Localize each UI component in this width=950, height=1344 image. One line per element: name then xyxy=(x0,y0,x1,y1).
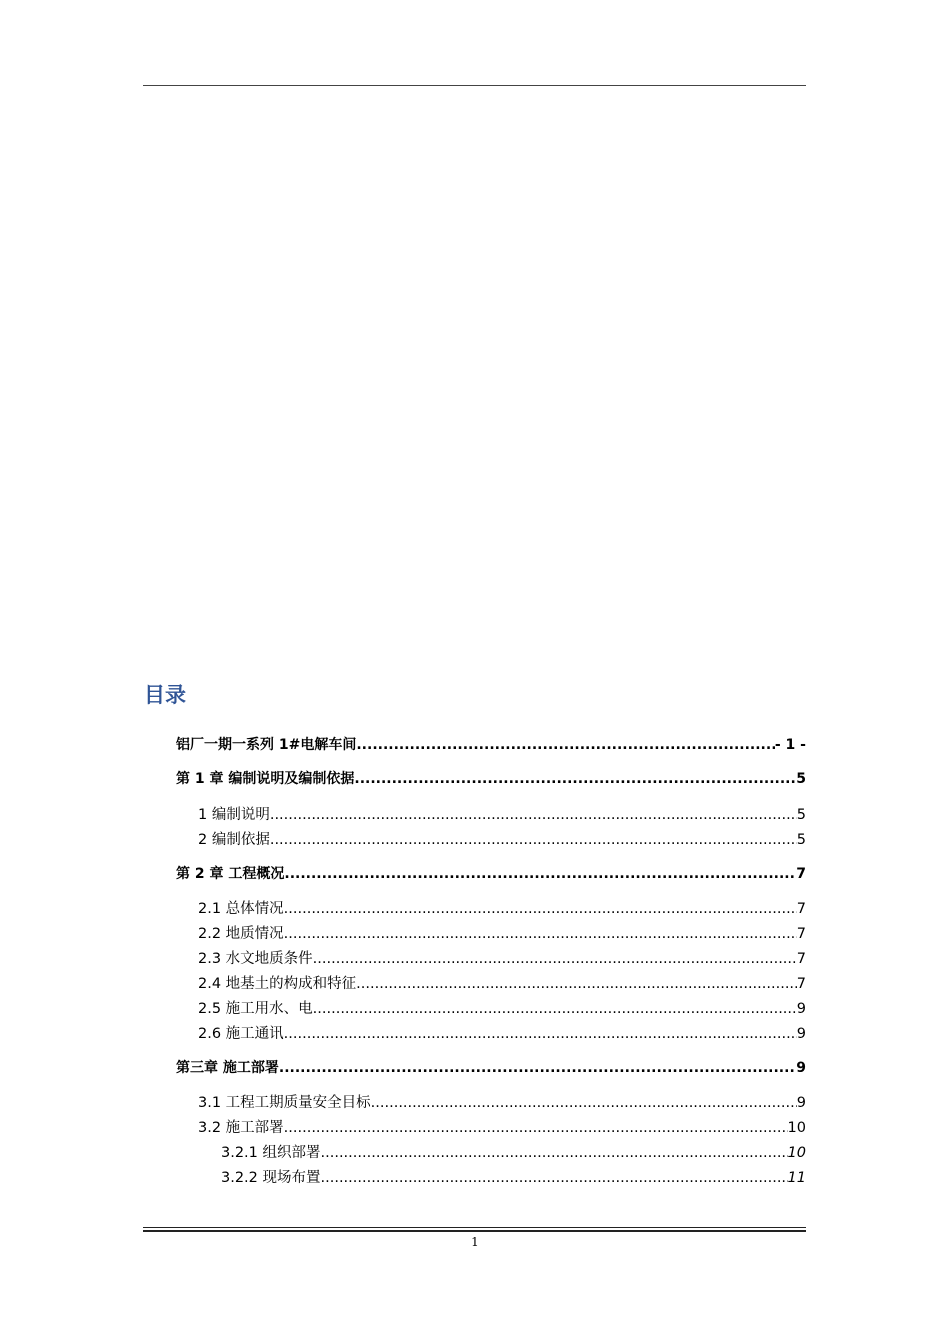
toc-entry[interactable] xyxy=(221,1166,806,1187)
toc-leader xyxy=(356,737,775,753)
toc-entry[interactable] xyxy=(198,1022,806,1043)
toc-entry[interactable] xyxy=(198,947,806,968)
toc-title: 目录 xyxy=(144,683,186,707)
toc-entry-page: 7 xyxy=(796,866,806,882)
toc-entry-page: 10 xyxy=(787,1120,806,1136)
footer-rule xyxy=(143,1227,806,1228)
toc-entry-page: 9 xyxy=(796,1026,806,1042)
toc-entry-page: 9 xyxy=(796,1095,806,1111)
toc-entry-page: 10 xyxy=(787,1145,806,1161)
toc-entry[interactable] xyxy=(176,734,806,754)
toc-entry-page: 5 xyxy=(796,832,806,848)
toc-entry-text: 2.2 地质情况 xyxy=(198,926,284,942)
toc-entry[interactable] xyxy=(198,897,806,918)
toc-leader xyxy=(279,1060,796,1076)
toc-entry-text: 第三章 施工部署 xyxy=(176,1060,279,1076)
toc-entry-text: 第 1 章 编制说明及编制依据 xyxy=(176,771,355,787)
toc-leader xyxy=(284,926,797,942)
toc-entry[interactable] xyxy=(198,972,806,993)
toc-entry-page: - 1 - xyxy=(774,737,806,753)
toc-entry[interactable] xyxy=(176,1057,806,1077)
toc-leader xyxy=(284,1026,797,1042)
toc-leader xyxy=(321,1170,788,1186)
header-rule xyxy=(143,85,806,86)
toc-leader xyxy=(284,866,796,882)
toc-entry-page: 7 xyxy=(796,951,806,967)
toc-entry[interactable] xyxy=(176,768,806,788)
toc-entry-text: 2.3 水文地质条件 xyxy=(198,951,313,967)
toc-leader xyxy=(356,976,797,992)
toc-entry-text: 1 编制说明 xyxy=(198,807,270,823)
page-number: 1 xyxy=(471,1235,479,1249)
toc-entry[interactable] xyxy=(176,863,806,883)
toc-leader xyxy=(371,1095,797,1111)
toc-entry-text: 2.1 总体情况 xyxy=(198,901,284,917)
toc-entry-text: 第 2 章 工程概况 xyxy=(176,866,285,882)
toc-entry-text: 2 编制依据 xyxy=(198,832,270,848)
toc-entry-text: 2.5 施工用水、电 xyxy=(198,1001,313,1017)
toc-leader xyxy=(354,771,796,787)
toc-entry-text: 铝厂一期一系列 1#电解车间 xyxy=(176,737,357,753)
toc-entry-page: 7 xyxy=(796,901,806,917)
toc-entry-text: 2.4 地基土的构成和特征 xyxy=(198,976,357,992)
toc-entry-page: 7 xyxy=(796,976,806,992)
toc-entry-page: 5 xyxy=(796,807,806,823)
toc-entry[interactable] xyxy=(198,828,806,849)
toc-leader xyxy=(270,832,797,848)
toc-entry[interactable] xyxy=(198,922,806,943)
toc-leader xyxy=(313,1001,797,1017)
toc-entry-page: 5 xyxy=(796,771,806,787)
toc-leader xyxy=(284,1120,788,1136)
toc-leader xyxy=(313,951,797,967)
toc-entry[interactable] xyxy=(221,1141,806,1162)
toc-entry-page: 9 xyxy=(796,1060,806,1076)
toc-entry[interactable] xyxy=(198,1091,806,1112)
toc-leader xyxy=(321,1145,788,1161)
toc-leader xyxy=(284,901,797,917)
toc-entry[interactable] xyxy=(198,1116,806,1137)
toc-entry-text: 3.2.2 现场布置 xyxy=(221,1170,321,1186)
toc-leader xyxy=(270,807,797,823)
toc-entry-page: 11 xyxy=(787,1170,806,1186)
toc-entry-text: 3.2 施工部署 xyxy=(198,1120,284,1136)
toc-entry-text: 2.6 施工通讯 xyxy=(198,1026,284,1042)
toc-entry-page: 9 xyxy=(796,1001,806,1017)
footer-rule-thick xyxy=(143,1230,806,1232)
toc-entry[interactable] xyxy=(198,803,806,824)
toc-entry-page: 7 xyxy=(796,926,806,942)
toc-entry[interactable] xyxy=(198,997,806,1018)
toc-entry-text: 3.2.1 组织部署 xyxy=(221,1145,321,1161)
toc-entry-text: 3.1 工程工期质量安全目标 xyxy=(198,1095,371,1111)
